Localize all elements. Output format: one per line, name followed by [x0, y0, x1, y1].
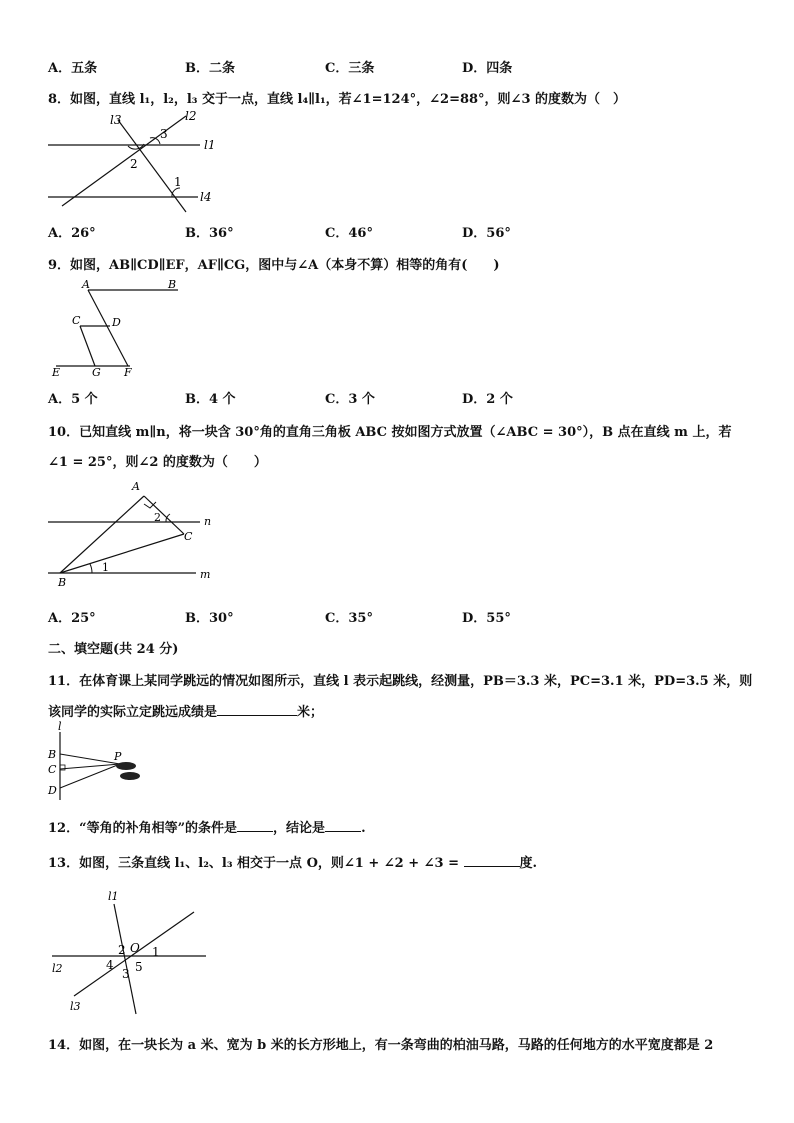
q8-label-l3: l3 — [110, 113, 122, 127]
q9-option-d: D．2 个 — [462, 392, 513, 407]
q13-label-l1: l1 — [108, 890, 119, 903]
q12-text-c: . — [361, 821, 366, 836]
q8-option-c: C．46° — [325, 226, 373, 241]
q11-label-p: P — [114, 750, 122, 763]
q13-text-a: 13．如图，三条直线 l₁、l₂、l₃ 相交于一点 O，则∠1 + ∠2 + ∠3 = — [48, 856, 460, 871]
q12-condition-blank[interactable] — [237, 819, 273, 832]
q9-label-d: D — [112, 316, 121, 329]
q11-answer-blank[interactable] — [217, 703, 297, 716]
q10-angle-1: 1 — [102, 561, 109, 574]
q10-label-b: B — [58, 576, 67, 589]
q10-question-line1: 10．已知直线 m∥n，将一块含 30°角的直角三角板 ABC 按如图方式放置（∠ABC = 30°），B 点在直线 m 上，若 — [48, 425, 732, 440]
q11-figure — [44, 720, 164, 804]
q8-option-d: D．56° — [462, 226, 511, 241]
q10-question-line2: ∠1 = 25°，则∠2 的度数为（ ） — [48, 455, 267, 470]
q7-option-a: A．五条 — [48, 61, 98, 76]
q12-question — [48, 817, 366, 836]
q8-figure — [40, 108, 230, 218]
q12-conclusion-blank[interactable] — [325, 819, 361, 832]
q13-label-l3: l3 — [70, 1000, 81, 1013]
q10-angle-2: 2 — [154, 511, 161, 524]
q9-option-a: A．5 个 — [48, 392, 98, 407]
q10-option-b: B．30° — [185, 611, 234, 626]
q8-angle-3: 3 — [160, 127, 168, 141]
q13-angle-4: 4 — [106, 958, 114, 972]
q9-label-g: G — [92, 366, 101, 379]
q11-label-l: l — [58, 720, 62, 733]
q13-angle-1: 1 — [152, 945, 160, 959]
q13-figure — [44, 884, 224, 1020]
q8-question: 8．如图，直线 l₁，l₂，l₃ 交于一点，直线 l₄∥l₁，若∠1=124°，∠2=88°，则∠3 的度数为（ ） — [48, 92, 627, 107]
q8-label-l1: l1 — [204, 138, 216, 152]
q10-figure — [44, 478, 224, 588]
q12-text-b: ，结论是 — [273, 821, 326, 836]
q11-label-b: B — [48, 748, 57, 761]
q10-label-a: A — [132, 480, 140, 493]
q9-option-c: C．3 个 — [325, 392, 375, 407]
section-title: 二、填空题(共 24 分) — [48, 642, 179, 657]
q7-option-c: C．三条 — [325, 61, 375, 76]
q13-answer-blank[interactable] — [464, 854, 520, 867]
q13-label-o: O — [130, 941, 140, 955]
q9-figure — [48, 278, 208, 378]
q10-label-n: n — [204, 515, 212, 528]
q10-label-m: m — [200, 568, 211, 581]
q13-angle-3: 3 — [122, 967, 130, 981]
q9-label-e: E — [52, 366, 61, 379]
q11-text-b: 米； — [297, 705, 324, 720]
q9-label-b: B — [168, 278, 177, 291]
q11-question-line1: 11．在体育课上某同学跳远的情况如图所示，直线 l 表示起跳线，经测量，PB＝3.3 米，PC=3.1 米，PD=3.5 米，则 — [48, 674, 753, 689]
q13-label-l2: l2 — [52, 962, 63, 975]
q10-label-c: C — [184, 530, 193, 543]
q8-label-l2: l2 — [185, 109, 197, 123]
q12-text-a: 12．“等角的补角相等”的条件是 — [48, 821, 238, 836]
q7-option-d: D．四条 — [462, 61, 513, 76]
q8-label-l4: l4 — [200, 190, 212, 204]
q11-label-d: D — [48, 784, 57, 797]
q9-option-b: B．4 个 — [185, 392, 236, 407]
q10-option-a: A．25° — [48, 611, 96, 626]
q8-option-b: B．36° — [185, 226, 234, 241]
q13-question — [48, 852, 537, 871]
q9-label-a: A — [82, 278, 90, 291]
q13-text-b: 度. — [519, 856, 538, 871]
q11-label-c: C — [48, 763, 57, 776]
q11-question-line2 — [48, 701, 323, 720]
q7-option-b: B．二条 — [185, 61, 235, 76]
q10-option-c: C．35° — [325, 611, 373, 626]
q8-angle-1: 1 — [174, 175, 182, 189]
q14-question: 14．如图，在一块长为 a 米、宽为 b 米的长方形地上，有一条弯曲的柏油马路，马路的任何地方的水平宽度都是 2 — [48, 1038, 714, 1053]
q13-angle-2: 2 — [118, 943, 126, 957]
q9-label-c: C — [72, 314, 81, 327]
q9-label-f: F — [124, 366, 132, 379]
q10-option-d: D．55° — [462, 611, 511, 626]
q8-angle-2: 2 — [130, 157, 138, 171]
q11-text-a: 该同学的实际立定跳远成绩是 — [48, 705, 218, 720]
q9-question: 9．如图，AB∥CD∥EF，AF∥CG，图中与∠A（本身不算）相等的角有( ) — [48, 258, 500, 273]
q13-angle-5: 5 — [135, 960, 143, 974]
q8-option-a: A．26° — [48, 226, 96, 241]
